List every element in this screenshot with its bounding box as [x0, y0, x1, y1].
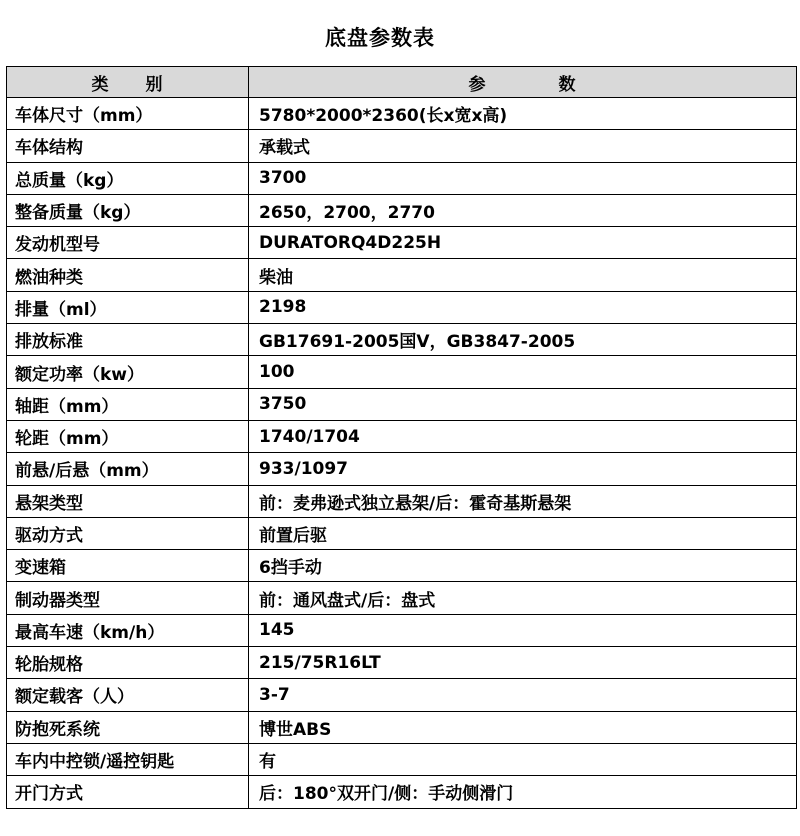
row-label: 总质量（kg）	[7, 162, 249, 194]
row-value: 前置后驱	[249, 517, 797, 549]
row-value: DURATORQ4D225H	[249, 227, 797, 259]
table-row	[7, 388, 797, 420]
row-label: 发动机型号	[7, 227, 249, 259]
row-label: 额定功率（kw）	[7, 356, 249, 388]
row-label: 轴距（mm）	[7, 388, 249, 420]
table-row	[7, 776, 797, 808]
row-label: 制动器类型	[7, 582, 249, 614]
row-label: 整备质量（kg）	[7, 194, 249, 226]
spec-table	[6, 66, 797, 809]
row-value: 1740/1704	[249, 420, 797, 452]
table-row	[7, 517, 797, 549]
table-row	[7, 453, 797, 485]
row-value: 3700	[249, 162, 797, 194]
row-value: 145	[249, 614, 797, 646]
row-value: 6挡手动	[249, 550, 797, 582]
row-label: 车体结构	[7, 130, 249, 162]
row-label: 最高车速（km/h）	[7, 614, 249, 646]
spec-table-body	[7, 98, 797, 809]
table-row	[7, 679, 797, 711]
table-row	[7, 227, 797, 259]
row-label: 轮距（mm）	[7, 420, 249, 452]
row-value: 3-7	[249, 679, 797, 711]
table-row	[7, 130, 797, 162]
table-row	[7, 550, 797, 582]
row-value: 100	[249, 356, 797, 388]
row-value: 215/75R16LT	[249, 647, 797, 679]
row-value: 前：麦弗逊式独立悬架/后：霍奇基斯悬架	[249, 485, 797, 517]
table-row	[7, 356, 797, 388]
row-value: 933/1097	[249, 453, 797, 485]
table-row	[7, 711, 797, 743]
table-row	[7, 485, 797, 517]
row-label: 车内中控锁/遥控钥匙	[7, 743, 249, 775]
row-value: 3750	[249, 388, 797, 420]
row-label: 额定载客（人）	[7, 679, 249, 711]
row-value: 5780*2000*2360(长x宽x高)	[249, 98, 797, 130]
table-row	[7, 614, 797, 646]
row-value: 承载式	[249, 130, 797, 162]
page-title: 底盘参数表	[325, 26, 435, 50]
table-row	[7, 420, 797, 452]
table-row	[7, 647, 797, 679]
table-row	[7, 324, 797, 356]
table-row	[7, 194, 797, 226]
row-label: 排放标准	[7, 324, 249, 356]
table-row	[7, 291, 797, 323]
row-value: 2650，2700，2770	[249, 194, 797, 226]
row-value: 柴油	[249, 259, 797, 291]
row-label: 排量（ml）	[7, 291, 249, 323]
row-value: 2198	[249, 291, 797, 323]
row-label: 开门方式	[7, 776, 249, 808]
table-row	[7, 162, 797, 194]
row-label: 轮胎规格	[7, 647, 249, 679]
table-row	[7, 582, 797, 614]
row-label: 防抱死系统	[7, 711, 249, 743]
table-row	[7, 98, 797, 130]
row-value: 博世ABS	[249, 711, 797, 743]
column-header-category: 类 别	[7, 67, 249, 98]
row-value: GB17691-2005国Ⅴ，GB3847-2005	[249, 324, 797, 356]
row-value: 有	[249, 743, 797, 775]
row-label: 悬架类型	[7, 485, 249, 517]
row-label: 变速箱	[7, 550, 249, 582]
column-header-parameter: 参 数	[249, 67, 797, 98]
row-label: 车体尺寸（mm）	[7, 98, 249, 130]
row-label: 燃油种类	[7, 259, 249, 291]
table-header-row	[7, 67, 797, 98]
table-row	[7, 259, 797, 291]
table-row	[7, 743, 797, 775]
row-value: 后：180°双开门/侧：手动侧滑门	[249, 776, 797, 808]
row-label: 驱动方式	[7, 517, 249, 549]
row-value: 前：通风盘式/后：盘式	[249, 582, 797, 614]
row-label: 前悬/后悬（mm）	[7, 453, 249, 485]
